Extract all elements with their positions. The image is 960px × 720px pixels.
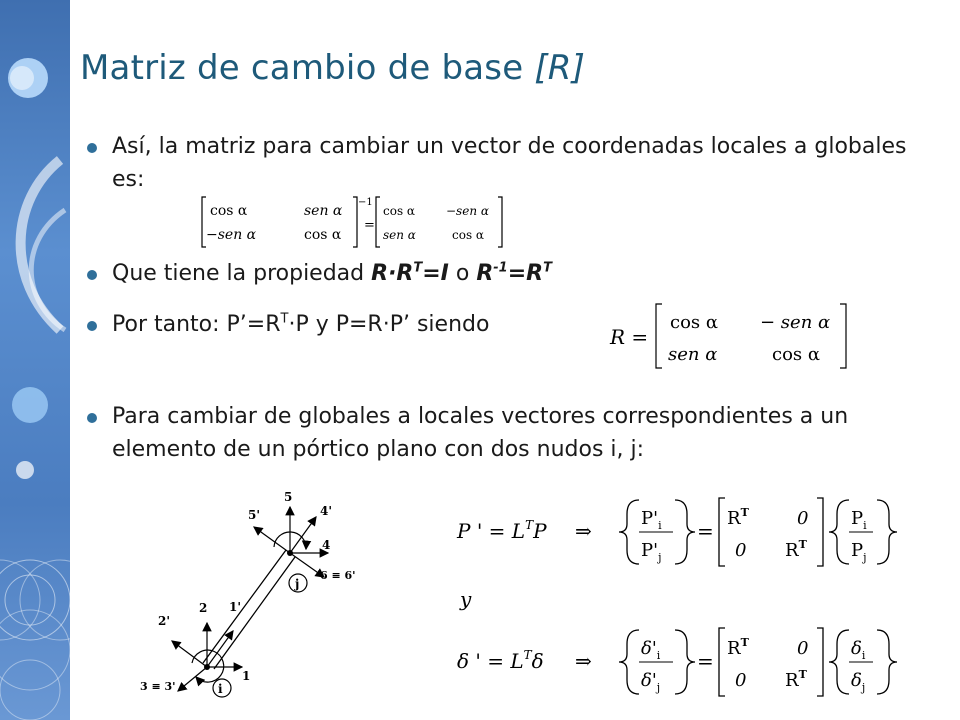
dof-1p: 1': [229, 600, 242, 614]
dof-4: 4: [322, 538, 331, 552]
svg-text:Pj: [851, 540, 867, 564]
m1-r-11: cos α: [383, 204, 416, 218]
eq1-v2-sub: j: [658, 551, 662, 564]
eq1-lhs-end: P: [533, 519, 547, 543]
eq2-v1-sub: i: [656, 649, 661, 662]
bullet-2-sup-inv: -1: [493, 260, 508, 276]
bullet-2: [92, 257, 932, 290]
eq1-w1: P: [851, 508, 864, 529]
node-j-point: [287, 550, 293, 556]
svg-text:RT: [727, 506, 750, 529]
svg-text:Pi: [851, 508, 867, 532]
eq1-R2-sup: T: [798, 538, 807, 551]
eq2-lhs: δ ' = L: [457, 649, 524, 673]
bullet-dot: [87, 413, 97, 423]
eq2-zero-2: 0: [735, 670, 747, 691]
bullet-1: [92, 130, 932, 196]
bullet-4: [92, 400, 932, 466]
svg-text:RT: [785, 538, 808, 561]
eq2-R2: R: [785, 670, 799, 691]
eq2-equals: =: [697, 649, 714, 673]
bullet-2-sup-t: T: [413, 260, 423, 276]
svg-text:P'i: [641, 508, 662, 532]
bullet-dot: [87, 321, 97, 331]
svg-text:P'j: [641, 540, 661, 564]
dof-5p: 5': [248, 508, 261, 522]
m1-r-22: cos α: [452, 228, 485, 242]
svg-text:δ ' = LTδ: [457, 648, 544, 673]
y-label: y: [460, 587, 472, 611]
bullet-1-text: Así, la matriz para cambiar un vector de coordenadas locales a globales es:: [112, 134, 907, 192]
equation-delta: [455, 624, 945, 700]
eq1-zero-2: 0: [735, 540, 747, 561]
dof-2: 2: [199, 601, 208, 615]
eq1-w2-sub: j: [863, 551, 867, 564]
svg-text:RT: [785, 668, 808, 691]
bullet-2-prefix: Que tiene la propiedad: [112, 261, 372, 286]
dof-5: 5: [284, 490, 293, 504]
eq1-v2: P': [641, 540, 659, 561]
eq2-R1: R: [727, 638, 741, 659]
eq1-equals: =: [697, 519, 714, 543]
eq2-w1: δ: [851, 638, 862, 659]
bullet-2-mid: o: [448, 261, 477, 286]
eq2-R2-sup: T: [798, 668, 807, 681]
bullet-2-formula-2: R: [476, 261, 494, 286]
eq2-zero-1: 0: [797, 638, 809, 659]
node-i-label: i: [218, 682, 223, 696]
m1-r-12: −sen α: [446, 204, 489, 218]
bullet-2-sup-t2: T: [543, 260, 552, 276]
m1-l-11: cos α: [210, 203, 248, 219]
eq2-w2-sub: j: [861, 681, 866, 694]
eq2-lhs-end: δ: [531, 649, 544, 673]
eq2-w2: δ: [851, 670, 862, 691]
bullet-2-formula-1: R·R: [371, 261, 414, 286]
bullet-dot: [87, 270, 97, 280]
bullet-dot: [87, 143, 97, 153]
dof-4p: 4': [320, 504, 333, 518]
eq1-v1-sub: i: [658, 519, 662, 532]
m1-l-22: cos α: [304, 227, 342, 243]
eq1-arrow: ⇒: [575, 519, 592, 543]
bullet-2-formula-2b: =R: [507, 261, 544, 286]
eq1-lhs: P ' = L: [457, 519, 526, 543]
eq1-R1-sup: T: [740, 506, 749, 519]
member-bar: [203, 550, 295, 669]
m1-l-12: sen α: [304, 203, 343, 219]
m2-lhs: R =: [610, 325, 649, 349]
m1-l-21: −sen α: [206, 227, 257, 243]
svg-text:δ'i: [641, 638, 661, 662]
eq2-lhs-sup: T: [523, 648, 532, 662]
frame-element-diagram: [130, 485, 370, 700]
bullet-2-formula-1b: =I: [422, 261, 449, 286]
eq2-R1-sup: T: [740, 636, 749, 649]
sidebar-ornament: [0, 0, 70, 720]
eq1-v1: P': [641, 508, 659, 529]
m1-inv-exp: −1: [358, 197, 373, 208]
eq2-v2-sub: j: [656, 681, 661, 694]
matrix-inverse-equation: [200, 193, 520, 251]
m2-11: cos α: [670, 312, 719, 333]
eq1-R1: R: [727, 508, 741, 529]
title-main: Matriz de cambio de base: [80, 48, 535, 88]
svg-text:RT: [727, 636, 750, 659]
eq2-arrow: ⇒: [575, 649, 592, 673]
bullet-3-prefix: Por tanto: P’=R: [112, 312, 281, 337]
eq2-v1: δ': [641, 638, 657, 659]
rotation-matrix-R: [608, 300, 858, 372]
node-j-label: j: [295, 577, 300, 591]
y-connector: [458, 586, 488, 614]
title-italic: [R]: [534, 48, 586, 88]
m1-r-21: sen α: [383, 228, 416, 242]
svg-text:δ'j: [641, 670, 660, 694]
decorative-sidebar: [0, 0, 70, 720]
dof-3: 3 ≡ 3': [140, 680, 176, 693]
eq1-lhs-sup: T: [525, 518, 534, 532]
m2-21: sen α: [668, 344, 718, 365]
eq1-zero-1: 0: [797, 508, 809, 529]
svg-text:P ' = LTP: [456, 518, 547, 543]
slide-title: [80, 48, 585, 88]
eq2-v2: δ': [641, 670, 657, 691]
eq1-w1-sub: i: [863, 519, 867, 532]
eq2-w1-sub: i: [861, 649, 866, 662]
bullet-4-text: Para cambiar de globales a locales vectores correspondientes a un elemento de un pórtico plano con dos nudos i, j:: [112, 404, 849, 462]
equation-P: [455, 494, 945, 570]
bullet-3-mid: ·P y P=R·P’ siendo: [288, 312, 490, 337]
eq1-w2: P: [851, 540, 864, 561]
dof-6: 6 ≡ 6': [320, 569, 356, 582]
dof-2p: 2': [158, 614, 171, 628]
svg-text:δj: [851, 670, 865, 694]
bullet-3-sup-t: T: [280, 311, 289, 327]
dof-1: 1: [242, 669, 251, 683]
node-i-point: [204, 664, 210, 670]
m1-eq: =: [364, 218, 375, 233]
eq1-R2: R: [785, 540, 799, 561]
svg-text:δi: [851, 638, 866, 662]
m2-22: cos α: [772, 344, 821, 365]
m2-12: − sen α: [760, 312, 831, 333]
